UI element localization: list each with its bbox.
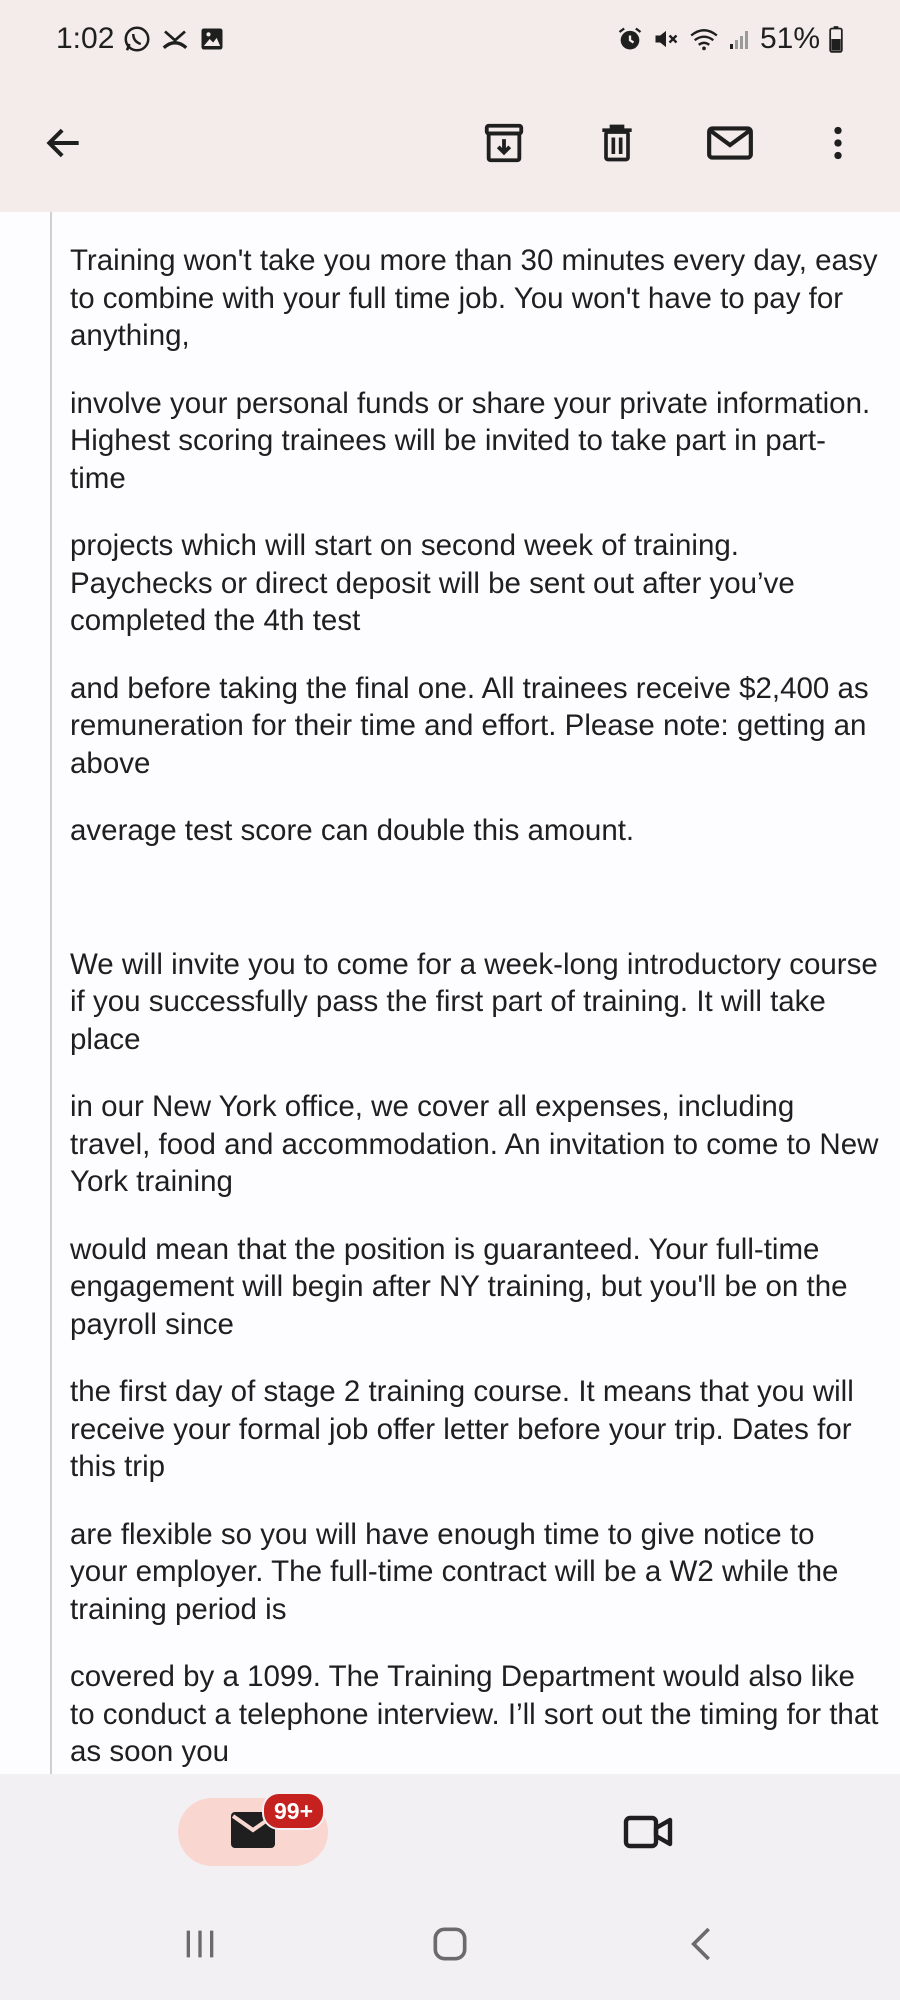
- email-toolbar: [0, 78, 900, 212]
- status-right: [616, 22, 844, 56]
- email-paragraph-7: in our New York office, we cover all expenses, including travel, food and accommodation. An invitation to come to New York training: [70, 1090, 879, 1198]
- system-navigation: [0, 1894, 900, 2000]
- email-paragraph-10: are flexible so you will have enough time to give notice to your employer. The full-time contract will be a W2 while the training period is: [70, 1517, 839, 1626]
- email-paragraph-2: involve your personal funds or share your private information. Highest scoring trainees will be invited to take part in part-time: [70, 386, 871, 495]
- back-icon: [682, 1922, 722, 1971]
- email-paragraph-5: average test score can double this amount.: [70, 814, 635, 847]
- battery-icon: [828, 25, 844, 53]
- delete-button[interactable]: [585, 111, 649, 175]
- more-vert-icon: [818, 121, 858, 165]
- mute-icon: [652, 25, 680, 53]
- more-options-button[interactable]: [806, 111, 870, 175]
- home-icon: [428, 1922, 472, 1971]
- quote-bar: [50, 212, 52, 1774]
- email-body[interactable]: [0, 212, 900, 1774]
- email-paragraph-4: and before taking the final one. All trainees receive $2,400 as remuneration for their time and effort. Please note: getting an above: [70, 671, 869, 780]
- home-button[interactable]: [420, 1916, 480, 1976]
- meet-tab[interactable]: [618, 1804, 678, 1864]
- mark-unread-button[interactable]: [698, 111, 762, 175]
- email-paragraph-9: the first day of stage 2 training course. It means that you will receive your formal job offer letter before your trip. Dates for this trip: [70, 1375, 854, 1483]
- missed-call-icon: [160, 24, 190, 54]
- email-paragraph-11: covered by a 1099. The Training Department would also like to conduct a telephone interview. I’ll sort out the timing for that as soon you: [70, 1660, 879, 1768]
- email-paragraph-8: would mean that the position is guaranteed. Your full-time engagement will begin after NY training, but you'll be on the payroll since: [70, 1232, 848, 1341]
- status-time: 1:02: [56, 22, 115, 55]
- video-call-icon: [622, 1812, 674, 1857]
- bottom-navigation: [0, 1774, 900, 1894]
- back-button[interactable]: [32, 111, 96, 175]
- email-paragraph-3: projects which will start on second week of training. Paychecks or direct deposit will be sent out after you’ve completed the 4th test: [70, 529, 795, 637]
- system-back-button[interactable]: [672, 1916, 732, 1976]
- whatsapp-icon: [122, 24, 152, 54]
- archive-button[interactable]: [472, 111, 536, 175]
- email-paragraph-1: Training won't take you more than 30 minutes every day, easy to combine with your full time job. You won't have to pay for anything,: [70, 244, 878, 352]
- archive-icon: [481, 120, 527, 166]
- mark-unread-icon: [705, 118, 755, 168]
- back-arrow-icon: [42, 121, 86, 165]
- email-paragraphs: [70, 242, 880, 1774]
- recents-button[interactable]: [170, 1916, 230, 1976]
- wifi-icon: [688, 25, 720, 53]
- delete-icon: [595, 121, 639, 165]
- gallery-icon: [198, 25, 226, 53]
- alarm-icon: [616, 25, 644, 53]
- recents-icon: [180, 1924, 220, 1969]
- status-left: [56, 22, 226, 56]
- signal-icon: [728, 26, 752, 52]
- mail-unread-badge: 99+: [262, 1792, 325, 1830]
- battery-text: 51%: [759, 22, 820, 55]
- email-paragraph-6: We will invite you to come for a week-long introductory course if you successfully pass the first part of training. It will take place: [70, 947, 878, 1056]
- status-bar: [0, 0, 900, 78]
